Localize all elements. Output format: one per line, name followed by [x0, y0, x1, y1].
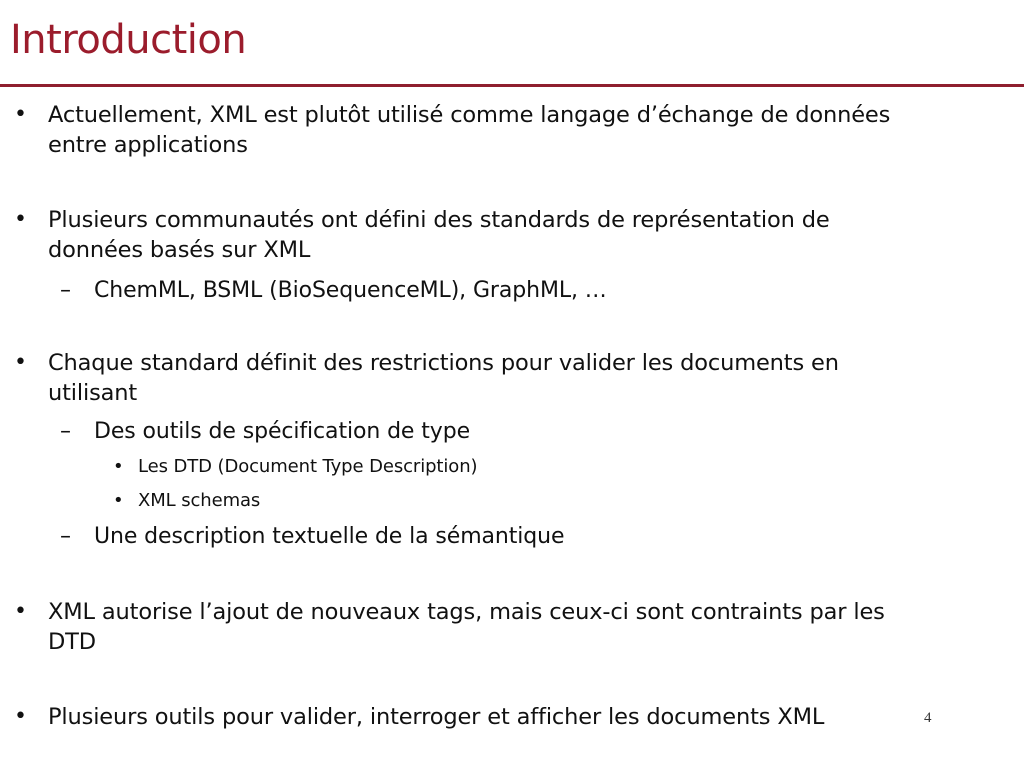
- sub-bullet-text: Des outils de spécification de type: [94, 419, 471, 444]
- bullet-marker: •: [14, 102, 27, 127]
- bullet-marker: •: [14, 350, 27, 375]
- page-number: 4: [924, 710, 932, 726]
- sub-sub-bullet-marker: •: [113, 490, 124, 511]
- sub-sub-bullet-text: XML schemas: [138, 490, 261, 511]
- bullet-text-line: Actuellement, XML est plutôt utilisé comme langage d’échange de données: [48, 102, 891, 128]
- sub-bullet-marker: –: [60, 524, 71, 549]
- bullet-marker: •: [14, 599, 27, 624]
- bullet-text-line: entre applications: [48, 132, 248, 158]
- sub-bullet-marker: –: [60, 278, 71, 303]
- bullet-marker: •: [14, 207, 27, 232]
- bullet-text-line: données basés sur XML: [48, 237, 311, 263]
- bullet-marker: •: [14, 704, 27, 729]
- title-divider: [0, 84, 1024, 87]
- sub-bullet-text: Une description textuelle de la sémantique: [94, 524, 565, 549]
- bullet-text-line: XML autorise l’ajout de nouveaux tags, mais ceux-ci sont contraints par les: [48, 599, 885, 625]
- bullet-text-line: utilisant: [48, 380, 138, 406]
- sub-sub-bullet-text: Les DTD (Document Type Description): [138, 456, 478, 477]
- bullet-text-line: Plusieurs communautés ont défini des standards de représentation de: [48, 207, 830, 233]
- sub-bullet-marker: –: [60, 419, 71, 444]
- bullet-text-line: DTD: [48, 629, 96, 655]
- sub-bullet-text: ChemML, BSML (BioSequenceML), GraphML, …: [94, 278, 607, 303]
- bullet-text-line: Chaque standard définit des restrictions pour valider les documents en: [48, 350, 839, 376]
- bullet-text-line: Plusieurs outils pour valider, interroger et afficher les documents XML: [48, 704, 825, 730]
- slide-title: Introduction: [10, 17, 247, 63]
- sub-sub-bullet-marker: •: [113, 456, 124, 477]
